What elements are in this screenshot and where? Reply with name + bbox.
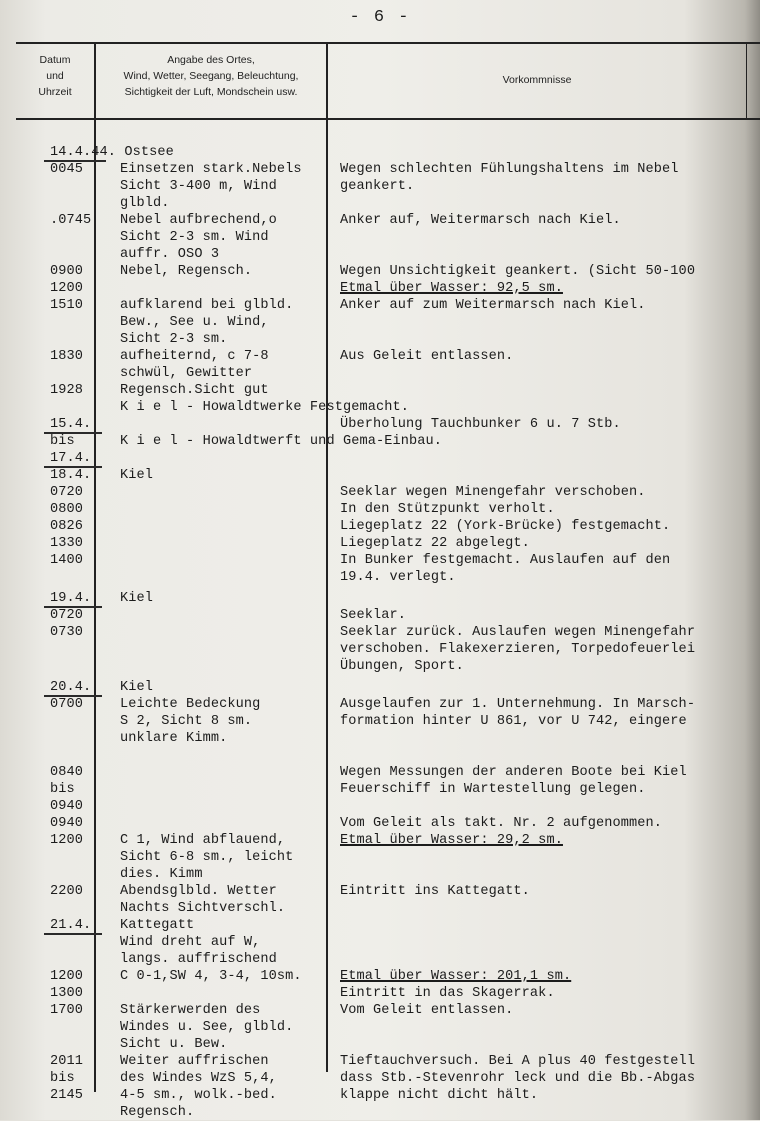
vorkommnis: Etmal über Wasser: 201,1 sm. [340, 969, 572, 984]
log-row [0, 849, 760, 866]
ort-wetter: Wind dreht auf W, [120, 935, 261, 950]
ort-wetter: Kattegatt [120, 918, 195, 933]
ort-wetter: 4-5 sm., wolk.-bed. [120, 1088, 277, 1103]
header-datum-uhrzeit [16, 52, 94, 100]
datum-uhrzeit: 1300 [50, 986, 84, 1001]
ort-wetter: Nebel, Regensch. [120, 264, 253, 279]
ort-wetter: schwül, Gewitter [120, 366, 253, 381]
datum-uhrzeit: bis [50, 1071, 75, 1086]
datum-uhrzeit: 1200 [50, 969, 84, 984]
log-row [0, 382, 760, 399]
header-col1-line: und [46, 70, 64, 82]
log-row [0, 781, 760, 798]
header-col2-line: Sichtigkeit der Luft, Mondschein usw. [124, 86, 298, 98]
vorkommnis: Wegen Messungen der anderen Boote bei Kiel [340, 765, 687, 780]
log-row [0, 968, 760, 985]
log-row [0, 1053, 760, 1070]
log-row [0, 934, 760, 951]
log-row [0, 467, 760, 484]
date-underline-mark [44, 606, 102, 608]
vorkommnis: Eintritt in das Skagerrak. [340, 986, 555, 1001]
datum-uhrzeit: 0826 [50, 519, 84, 534]
vorkommnis: 19.4. verlegt. [340, 570, 456, 585]
datum-uhrzeit: 17.4. [50, 451, 92, 466]
log-row [0, 212, 760, 229]
log-row [0, 607, 760, 624]
ort-wetter: Kiel [120, 591, 154, 606]
log-row [0, 178, 760, 195]
log-row [0, 399, 760, 416]
log-row [0, 832, 760, 849]
datum-uhrzeit: 1200 [50, 833, 84, 848]
page-number: - 6 - [349, 8, 411, 27]
ort-wetter: Bew., See u. Wind, [120, 315, 269, 330]
datum-uhrzeit: 19.4. [50, 591, 92, 606]
datum-uhrzeit: 0940 [50, 799, 84, 814]
ort-wetter: Sicht u. Bew. [120, 1037, 228, 1052]
log-row [0, 518, 760, 535]
datum-uhrzeit: 0720 [50, 608, 84, 623]
log-row [0, 815, 760, 832]
ort-wetter: Nachts Sichtverschl. [120, 901, 286, 916]
datum-uhrzeit: 14.4.44. Ostsee [50, 145, 174, 160]
log-row [0, 798, 760, 815]
vorkommnis: Wegen Unsichtigkeit geankert. (Sicht 50-100 [340, 264, 696, 279]
log-row [0, 1002, 760, 1019]
vorkommnis: Feuerschiff in Wartestellung gelegen. [340, 782, 646, 797]
vorkommnis: Wegen schlechten Fühlungshaltens im Nebel [340, 162, 679, 177]
header-bottom-rule [16, 118, 760, 120]
ort-wetter: C 1, Wind abflauend, [120, 833, 286, 848]
vorkommnis: In den Stützpunkt verholt. [340, 502, 555, 517]
header-angabe-des-ortes [96, 52, 326, 100]
datum-uhrzeit: 1200 [50, 281, 84, 296]
ort-wetter: C 0-1,SW 4, 3-4, 10sm. [120, 969, 302, 984]
log-row [0, 365, 760, 382]
ort-wetter: glbld. [120, 196, 170, 211]
datum-uhrzeit: 20.4. [50, 680, 92, 695]
date-underline-mark [44, 160, 106, 162]
vorkommnis: Etmal über Wasser: 92,5 sm. [340, 281, 563, 296]
ort-wetter: aufheiternd, c 7-8 [120, 349, 269, 364]
header-vorkommnisse [328, 72, 746, 88]
datum-uhrzeit: .0745 [50, 213, 92, 228]
ort-wetter: S 2, Sicht 8 sm. [120, 714, 253, 729]
log-row [0, 679, 760, 696]
log-row [0, 416, 760, 433]
ort-wetter: Weiter auffrischen [120, 1054, 269, 1069]
log-row [0, 263, 760, 280]
vorkommnis: Aus Geleit entlassen. [340, 349, 514, 364]
log-row [0, 866, 760, 883]
ort-wetter: Regensch. [120, 1105, 195, 1120]
datum-uhrzeit: 0700 [50, 697, 84, 712]
vorkommnis: Anker auf, Weitermarsch nach Kiel. [340, 213, 621, 228]
log-row [0, 161, 760, 178]
datum-uhrzeit: 0800 [50, 502, 84, 517]
vorkommnis: klappe nicht dicht hält. [340, 1088, 539, 1103]
vorkommnis: Seeklar wegen Minengefahr verschoben. [340, 485, 646, 500]
log-row [0, 314, 760, 331]
datum-uhrzeit: 1830 [50, 349, 84, 364]
ort-wetter: des Windes WzS 5,4, [120, 1071, 277, 1086]
ort-wetter: dies. Kimm [120, 867, 203, 882]
vorkommnis: Übungen, Sport. [340, 659, 464, 674]
log-row [0, 1019, 760, 1036]
datum-uhrzeit: 0720 [50, 485, 84, 500]
ort-wetter: auffr. OSO 3 [120, 247, 220, 262]
log-row [0, 280, 760, 297]
log-row [0, 348, 760, 365]
vorkommnis: Eintritt ins Kattegatt. [340, 884, 530, 899]
date-underline-mark [44, 933, 102, 935]
date-underline-mark [44, 695, 102, 697]
header-top-rule [16, 42, 760, 44]
log-row [0, 900, 760, 917]
log-row [0, 450, 760, 467]
log-row [0, 535, 760, 552]
ort-wetter: unklare Kimm. [120, 731, 228, 746]
log-row [0, 1104, 760, 1121]
log-row [0, 433, 760, 450]
ort-wetter: Sicht 6-8 sm., leicht [120, 850, 294, 865]
log-row [0, 696, 760, 713]
ort-wetter: Stärkerwerden des [120, 1003, 261, 1018]
vorkommnis: dass Stb.-Stevenrohr leck und die Bb.-Abgas [340, 1071, 696, 1086]
ort-wetter: Abendsglbld. Wetter [120, 884, 277, 899]
log-row [0, 730, 760, 747]
log-row [0, 917, 760, 934]
vorkommnis: Tieftauchversuch. Bei A plus 40 festgestell [340, 1054, 696, 1069]
vorkommnis: Liegeplatz 22 abgelegt. [340, 536, 530, 551]
datum-uhrzeit: 0900 [50, 264, 84, 279]
log-row [0, 590, 760, 607]
log-row [0, 883, 760, 900]
ort-wetter: K i e l - Howaldtwerke Festgemacht. [120, 400, 410, 415]
vorkommnis: formation hinter U 861, vor U 742, eingere [340, 714, 687, 729]
log-row [0, 624, 760, 641]
ort-wetter: langs. auffrischend [120, 952, 277, 967]
datum-uhrzeit: 2011 [50, 1054, 84, 1069]
ort-wetter: Sicht 2-3 sm. Wind [120, 230, 269, 245]
ort-wetter: Leichte Bedeckung [120, 697, 261, 712]
vorkommnis: Seeklar. [340, 608, 407, 623]
log-row [0, 985, 760, 1002]
log-row [0, 552, 760, 569]
header-col2-line: Angabe des Ortes, [167, 54, 255, 66]
datum-uhrzeit: bis [50, 434, 75, 449]
ort-wetter: K i e l - Howaldtwerft und Gema-Einbau. [120, 434, 443, 449]
right-edge-divider [746, 42, 747, 118]
ort-wetter: Kiel [120, 680, 154, 695]
datum-uhrzeit: 0730 [50, 625, 84, 640]
datum-uhrzeit: 0840 [50, 765, 84, 780]
datum-uhrzeit: 0045 [50, 162, 84, 177]
datum-uhrzeit: 1700 [50, 1003, 84, 1018]
datum-uhrzeit: 18.4. [50, 468, 92, 483]
ort-wetter: aufklarend bei glbld. [120, 298, 294, 313]
log-row [0, 1070, 760, 1087]
vorkommnis: Etmal über Wasser: 29,2 sm. [340, 833, 563, 848]
vorkommnis: Liegeplatz 22 (York-Brücke) festgemacht. [340, 519, 671, 534]
vorkommnis: Überholung Tauchbunker 6 u. 7 Stb. [340, 417, 621, 432]
log-row [0, 246, 760, 263]
vorkommnis: Vom Geleit als takt. Nr. 2 aufgenommen. [340, 816, 663, 831]
log-row [0, 764, 760, 781]
header-col1-line: Uhrzeit [38, 86, 72, 98]
ort-wetter: Sicht 3-400 m, Wind [120, 179, 277, 194]
vorkommnis: Ausgelaufen zur 1. Unternehmung. In Marsch- [340, 697, 696, 712]
ort-wetter: Nebel aufbrechend,o [120, 213, 277, 228]
datum-uhrzeit: 21.4. [50, 918, 92, 933]
log-row [0, 747, 760, 764]
header-col1-line: Datum [39, 54, 71, 66]
vorkommnis: In Bunker festgemacht. Auslaufen auf den [340, 553, 671, 568]
log-row [0, 951, 760, 968]
log-row [0, 501, 760, 518]
vorkommnis: geankert. [340, 179, 415, 194]
vorkommnis: verschoben. Flakexerzieren, Torpedofeuerlei [340, 642, 696, 657]
log-row [0, 484, 760, 501]
datum-uhrzeit: 1330 [50, 536, 84, 551]
log-row [0, 569, 760, 586]
ort-wetter: Windes u. See, glbld. [120, 1020, 294, 1035]
header-col2-line: Wind, Wetter, Seegang, Beleuchtung, [123, 70, 299, 82]
log-row [0, 658, 760, 675]
datum-uhrzeit: 15.4. [50, 417, 92, 432]
datum-uhrzeit: 0940 [50, 816, 84, 831]
date-underline-mark [44, 466, 102, 468]
log-row [0, 195, 760, 212]
log-row [0, 297, 760, 314]
ort-wetter: Einsetzen stark.Nebels [120, 162, 302, 177]
header-col3-label: Vorkommnisse [502, 74, 572, 86]
date-underline-mark [44, 432, 102, 434]
log-row [0, 713, 760, 730]
log-row [0, 1087, 760, 1104]
datum-uhrzeit: 1928 [50, 383, 84, 398]
ort-wetter: Kiel [120, 468, 154, 483]
ort-wetter: Regensch.Sicht gut [120, 383, 269, 398]
log-row [0, 229, 760, 246]
ort-wetter: Sicht 2-3 sm. [120, 332, 228, 347]
datum-uhrzeit: 1400 [50, 553, 84, 568]
datum-uhrzeit: 2200 [50, 884, 84, 899]
datum-uhrzeit: 2145 [50, 1088, 84, 1103]
vorkommnis: Seeklar zurück. Auslaufen wegen Minengefahr [340, 625, 696, 640]
datum-uhrzeit: 1510 [50, 298, 84, 313]
vorkommnis: Anker auf zum Weitermarsch nach Kiel. [340, 298, 646, 313]
vorkommnis: Vom Geleit entlassen. [340, 1003, 514, 1018]
datum-uhrzeit: bis [50, 782, 75, 797]
log-row [0, 144, 760, 161]
log-row [0, 641, 760, 658]
log-row [0, 1036, 760, 1053]
log-row [0, 331, 760, 348]
